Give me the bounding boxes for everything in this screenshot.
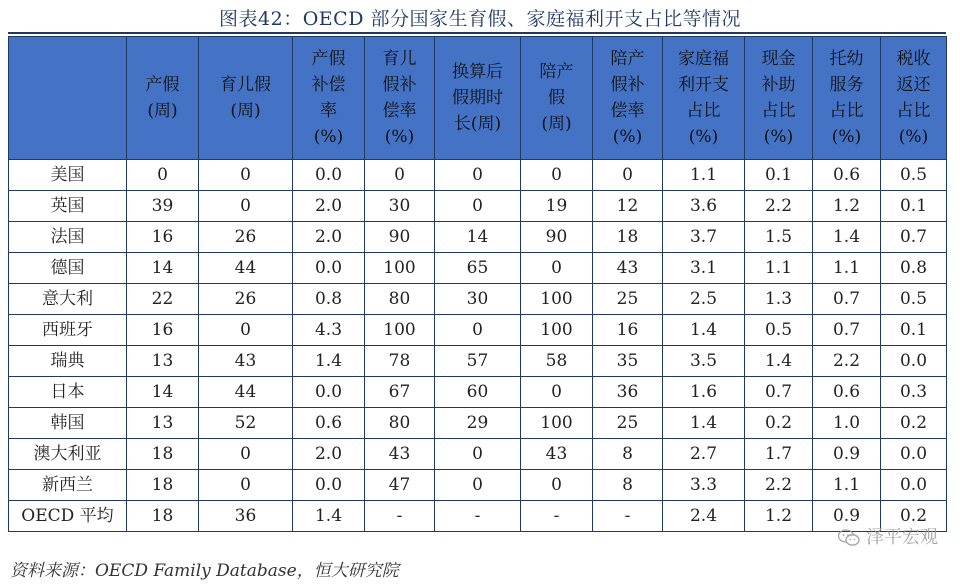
value-cell: 100 <box>521 315 593 346</box>
value-cell: 0 <box>199 160 293 191</box>
country-cell: 德国 <box>9 253 127 284</box>
country-cell: 意大利 <box>9 284 127 315</box>
table-row <box>9 501 947 532</box>
value-cell: 0 <box>521 470 593 501</box>
header-line: 产假 <box>311 49 346 69</box>
source-note: 资料来源：OECD Family Database，恒大研究院 <box>10 561 399 581</box>
value-cell: 8 <box>593 470 663 501</box>
value-cell: 1.6 <box>663 377 745 408</box>
value-cell: 3.5 <box>663 346 745 377</box>
value-cell: 0.5 <box>881 160 947 191</box>
value-cell: 1.4 <box>663 408 745 439</box>
value-cell: 30 <box>365 191 435 222</box>
value-cell: 18 <box>127 439 199 470</box>
value-cell: 1.2 <box>813 191 881 222</box>
value-cell: 0.1 <box>881 315 947 346</box>
value-cell: 1.1 <box>813 253 881 284</box>
value-cell: 18 <box>127 501 199 532</box>
value-cell: 100 <box>365 315 435 346</box>
value-cell: 52 <box>199 408 293 439</box>
value-cell: 25 <box>593 284 663 315</box>
value-cell: 1.5 <box>745 222 813 253</box>
value-cell: 1.0 <box>813 408 881 439</box>
header-line: 占比 <box>686 101 721 121</box>
header-line: 陪产 <box>539 62 574 82</box>
value-cell: 0 <box>435 191 521 222</box>
country-cell: 美国 <box>9 160 127 191</box>
value-cell: 0.1 <box>745 160 813 191</box>
value-cell: 1.1 <box>663 160 745 191</box>
header-line: 返还 <box>896 75 931 95</box>
header-line: (周) <box>230 101 261 121</box>
value-cell: 43 <box>199 346 293 377</box>
value-cell: 14 <box>127 253 199 284</box>
value-cell: 2.7 <box>663 439 745 470</box>
value-cell: 0.0 <box>881 470 947 501</box>
header-row <box>9 37 947 160</box>
value-cell: 0.7 <box>745 377 813 408</box>
value-cell: 90 <box>521 222 593 253</box>
value-cell: 2.2 <box>745 470 813 501</box>
value-cell: 0.9 <box>813 439 881 470</box>
value-cell: - <box>435 501 521 532</box>
value-cell: 1.4 <box>745 346 813 377</box>
value-cell: 43 <box>593 253 663 284</box>
value-cell: 26 <box>199 284 293 315</box>
value-cell: 3.7 <box>663 222 745 253</box>
header-line: 托幼 <box>829 49 864 69</box>
header-line: 长(周) <box>453 114 502 134</box>
header-cell <box>199 37 293 160</box>
value-cell: 0.0 <box>881 346 947 377</box>
value-cell: - <box>521 501 593 532</box>
header-line: 偿率 <box>610 101 645 121</box>
country-cell: 韩国 <box>9 408 127 439</box>
country-cell: 英国 <box>9 191 127 222</box>
value-cell: 16 <box>127 315 199 346</box>
value-cell: - <box>593 501 663 532</box>
watermark <box>838 523 938 549</box>
value-cell: 78 <box>365 346 435 377</box>
value-cell: 36 <box>593 377 663 408</box>
value-cell: 0 <box>199 315 293 346</box>
header-line: (%) <box>831 127 862 147</box>
value-cell: 0.2 <box>745 408 813 439</box>
value-cell: 3.3 <box>663 470 745 501</box>
value-cell: 0.7 <box>813 284 881 315</box>
header-cell <box>663 37 745 160</box>
value-cell: 0.8 <box>881 253 947 284</box>
value-cell: 0.2 <box>881 408 947 439</box>
header-line: (%) <box>612 127 643 147</box>
table-row <box>9 253 947 284</box>
value-cell: 0 <box>365 160 435 191</box>
header-line: (周) <box>541 114 572 134</box>
value-cell: 0 <box>435 160 521 191</box>
value-cell: 18 <box>593 222 663 253</box>
header-line: (%) <box>763 127 794 147</box>
value-cell: 8 <box>593 439 663 470</box>
value-cell: 0.3 <box>881 377 947 408</box>
value-cell: 0.5 <box>745 315 813 346</box>
header-line: 育儿假 <box>220 75 271 95</box>
country-cell: 日本 <box>9 377 127 408</box>
value-cell: 2.0 <box>293 439 365 470</box>
header-line: 假期时 <box>452 88 503 108</box>
value-cell: 39 <box>127 191 199 222</box>
value-cell: 4.3 <box>293 315 365 346</box>
header-line: 偿率 <box>382 101 417 121</box>
value-cell: 60 <box>435 377 521 408</box>
value-cell: 43 <box>365 439 435 470</box>
header-line: 补助 <box>761 75 796 95</box>
header-line: 现金 <box>761 49 796 69</box>
value-cell: 14 <box>435 222 521 253</box>
value-cell: 0.1 <box>881 191 947 222</box>
value-cell: 100 <box>521 284 593 315</box>
value-cell: 43 <box>521 439 593 470</box>
value-cell: 0 <box>435 315 521 346</box>
header-line: 补偿 <box>311 75 346 95</box>
value-cell: 0 <box>199 439 293 470</box>
header-line: 育儿 <box>382 49 417 69</box>
value-cell: 16 <box>127 222 199 253</box>
value-cell: 19 <box>521 191 593 222</box>
value-cell: 1.7 <box>745 439 813 470</box>
value-cell: 0.0 <box>881 439 947 470</box>
value-cell: 0.6 <box>813 377 881 408</box>
header-cell <box>365 37 435 160</box>
table-row <box>9 191 947 222</box>
value-cell: 2.4 <box>663 501 745 532</box>
header-line: 产假 <box>145 75 180 95</box>
header-cell <box>881 37 947 160</box>
country-cell: 西班牙 <box>9 315 127 346</box>
header-line: (%) <box>313 127 344 147</box>
value-cell: 90 <box>365 222 435 253</box>
value-cell: 0.2 <box>881 501 947 532</box>
header-line: 陪产 <box>610 49 645 69</box>
value-cell: 0 <box>521 160 593 191</box>
value-cell: 2.0 <box>293 191 365 222</box>
value-cell: 1.4 <box>293 501 365 532</box>
value-cell: 47 <box>365 470 435 501</box>
value-cell: 16 <box>593 315 663 346</box>
value-cell: 1.4 <box>663 315 745 346</box>
value-cell: 29 <box>435 408 521 439</box>
header-line: 假补 <box>610 75 645 95</box>
table-row <box>9 470 947 501</box>
value-cell: 67 <box>365 377 435 408</box>
table-row <box>9 439 947 470</box>
value-cell: 0.0 <box>293 253 365 284</box>
value-cell: 0 <box>435 439 521 470</box>
value-cell: 26 <box>199 222 293 253</box>
header-line: 利开支 <box>678 75 729 95</box>
header-line: (周) <box>147 101 178 121</box>
country-cell: 澳大利亚 <box>9 439 127 470</box>
value-cell: 1.1 <box>745 253 813 284</box>
header-line: (%) <box>898 127 929 147</box>
header-cell <box>521 37 593 160</box>
country-cell: 瑞典 <box>9 346 127 377</box>
value-cell: 13 <box>127 346 199 377</box>
value-cell: 2.0 <box>293 222 365 253</box>
value-cell: 80 <box>365 408 435 439</box>
value-cell: 14 <box>127 377 199 408</box>
value-cell: 65 <box>435 253 521 284</box>
value-cell: 12 <box>593 191 663 222</box>
header-line: 税收 <box>896 49 931 69</box>
value-cell: 0.6 <box>813 160 881 191</box>
table-row <box>9 222 947 253</box>
value-cell: 2.2 <box>745 191 813 222</box>
header-cell <box>593 37 663 160</box>
value-cell: 0.5 <box>881 284 947 315</box>
top-rule <box>8 32 946 34</box>
table-row <box>9 284 947 315</box>
header-line: (%) <box>384 127 415 147</box>
header-line: 率 <box>320 101 337 121</box>
value-cell: 0.0 <box>293 377 365 408</box>
header-line: 服务 <box>829 75 864 95</box>
table-row <box>9 315 947 346</box>
value-cell: 57 <box>435 346 521 377</box>
value-cell: 0.8 <box>293 284 365 315</box>
value-cell: 0 <box>593 160 663 191</box>
table-row <box>9 160 947 191</box>
table-header <box>9 37 947 160</box>
value-cell: 44 <box>199 253 293 284</box>
header-line: 假补 <box>382 75 417 95</box>
value-cell: 1.4 <box>293 346 365 377</box>
chart-title: 图表42：OECD 部分国家生育假、家庭福利开支占比等情况 <box>219 8 741 30</box>
header-line: 假 <box>548 88 565 108</box>
country-cell: 法国 <box>9 222 127 253</box>
value-cell: 22 <box>127 284 199 315</box>
value-cell: 0 <box>521 377 593 408</box>
value-cell: 0 <box>127 160 199 191</box>
header-line: 占比 <box>761 101 796 121</box>
value-cell: 1.4 <box>813 222 881 253</box>
table-row <box>9 408 947 439</box>
value-cell: 3.1 <box>663 253 745 284</box>
header-cell <box>813 37 881 160</box>
value-cell: 2.2 <box>813 346 881 377</box>
value-cell: 1.3 <box>745 284 813 315</box>
value-cell: 0 <box>199 191 293 222</box>
value-cell: 35 <box>593 346 663 377</box>
header-line: (%) <box>688 127 719 147</box>
value-cell: 0.7 <box>813 315 881 346</box>
value-cell: 100 <box>521 408 593 439</box>
header-line: 换算后 <box>452 62 503 82</box>
header-line: 家庭福 <box>678 49 729 69</box>
value-cell: - <box>365 501 435 532</box>
value-cell: 3.6 <box>663 191 745 222</box>
value-cell: 100 <box>365 253 435 284</box>
header-cell <box>293 37 365 160</box>
data-table <box>8 36 947 532</box>
value-cell: 2.5 <box>663 284 745 315</box>
watermark-text: 泽平宏观 <box>866 527 938 548</box>
country-cell: OECD 平均 <box>9 501 127 532</box>
header-cell <box>745 37 813 160</box>
value-cell: 80 <box>365 284 435 315</box>
value-cell: 0.6 <box>293 408 365 439</box>
value-cell: 36 <box>199 501 293 532</box>
header-cell <box>9 37 127 160</box>
header-cell <box>127 37 199 160</box>
value-cell: 0.0 <box>293 470 365 501</box>
table-body <box>9 160 947 532</box>
value-cell: 0.9 <box>813 501 881 532</box>
table-row <box>9 377 947 408</box>
value-cell: 58 <box>521 346 593 377</box>
value-cell: 1.1 <box>813 470 881 501</box>
value-cell: 18 <box>127 470 199 501</box>
header-cell <box>435 37 521 160</box>
value-cell: 25 <box>593 408 663 439</box>
value-cell: 13 <box>127 408 199 439</box>
value-cell: 0 <box>435 470 521 501</box>
value-cell: 0 <box>521 253 593 284</box>
header-line: 占比 <box>896 101 931 121</box>
wechat-icon <box>838 529 860 547</box>
header-line: 占比 <box>829 101 864 121</box>
value-cell: 0.7 <box>881 222 947 253</box>
value-cell: 0 <box>199 470 293 501</box>
value-cell: 1.2 <box>745 501 813 532</box>
value-cell: 0.0 <box>293 160 365 191</box>
value-cell: 44 <box>199 377 293 408</box>
value-cell: 30 <box>435 284 521 315</box>
country-cell: 新西兰 <box>9 470 127 501</box>
table-row <box>9 346 947 377</box>
